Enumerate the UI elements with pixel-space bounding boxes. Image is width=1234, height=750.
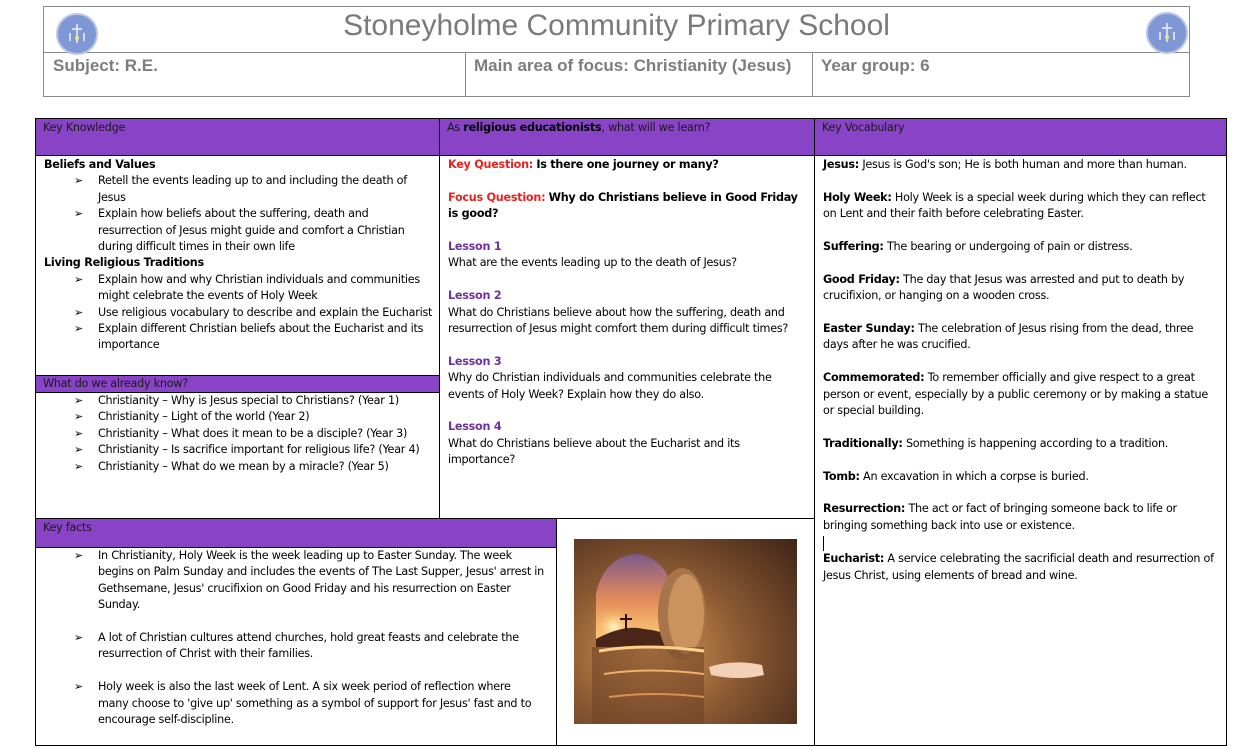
text-cursor	[823, 534, 1221, 551]
focus-label: Main area of focus: Christianity (Jesus)	[474, 56, 792, 75]
divider	[35, 155, 1227, 156]
vocab-item: Suffering: The bearing or undergoing of pain or distress.	[823, 240, 1133, 253]
vocab-item: Resurrection: The act or fact of bringing someone back to life or bringing something back into use or existence.	[823, 502, 1177, 532]
divider	[556, 518, 557, 746]
divider	[814, 118, 815, 746]
key-knowledge-content	[44, 157, 436, 354]
lesson-item: Lesson 4 What do Christians believe about the Eucharist and its importance?	[448, 420, 740, 467]
vocabulary-content	[823, 157, 1221, 584]
vocab-item: Jesus: Jesus is God's son; He is both human and more than human.	[823, 158, 1187, 171]
list-item: ➢ Christianity – Why is Jesus special to Christians? (Year 1)	[44, 393, 438, 409]
focus-question: Focus Question: Why do Christians believe in Good Friday is good?	[448, 190, 798, 221]
arrow-bullet-icon: ➢	[74, 426, 83, 440]
arrow-bullet-icon: ➢	[74, 207, 83, 221]
key-facts-header	[36, 519, 556, 547]
arrow-bullet-icon: ➢	[74, 680, 83, 694]
list-item: ➢ Retell the events leading up to and including the death of Jesus	[74, 174, 407, 204]
vocab-item: Tomb: An excavation in which a corpse is buried.	[823, 469, 1089, 483]
arrow-bullet-icon: ➢	[74, 549, 83, 562]
empty-tomb-image	[574, 539, 797, 724]
vocabulary-header	[815, 119, 1226, 155]
already-know-content	[44, 393, 438, 475]
vocab-item: Traditionally: Something is happening according to a tradition.	[823, 436, 1169, 450]
already-know-header	[36, 376, 439, 392]
list-item: ➢ Explain how beliefs about the suffering, death and resurrection of Jesus might guide and comfort a Christian during difficult times in their own life	[74, 207, 405, 254]
section-title: Beliefs and Values	[44, 158, 156, 171]
vocab-item: Holy Week: Holy Week is a special week during which they can reflect on Lent and their faith before celebrating Easter.	[823, 190, 1206, 221]
arrow-bullet-icon: ➢	[74, 394, 83, 407]
lesson-item: Lesson 3 Why do Christian individuals and communities celebrate the events of Holy Week? Explain how they do also.	[448, 354, 772, 401]
learn-content	[448, 157, 808, 469]
list-item: ➢ Explain different Christian beliefs about the Eucharist and its importance	[74, 322, 424, 352]
list-item: ➢ In Christianity, Holy Week is the week leading up to Easter Sunday. The week begins on Palm Sunday and includes the events of The Last Supper, Jesus' arrest in Gethsemane, Jesus' crucifixion on Good Friday and his resurrection on Easter Sunday.	[74, 549, 545, 612]
vocab-item: Good Friday: The day that Jesus was arrested and put to death by crucifixion, or hanging on a wooden cross.	[823, 272, 1185, 303]
vocab-item: Commemorated: To remember officially and give respect to a great person or event, especially by a public ceremony or by making a statue or special building.	[823, 371, 1208, 418]
arrow-bullet-icon: ➢	[74, 443, 83, 457]
school-title: Stoneyholme Community Primary School	[43, 6, 1190, 53]
section-title: Living Religious Traditions	[44, 256, 204, 270]
list-item: ➢ Christianity – What does it mean to be a disciple? (Year 3)	[44, 426, 438, 442]
list-item: ➢ A lot of Christian cultures attend churches, hold great feasts and celebrate the resurrection of Christ with their families.	[74, 631, 519, 661]
arrow-bullet-icon: ➢	[74, 631, 83, 645]
list-item: ➢ Christianity – Is sacrifice important for religious life? (Year 4)	[44, 442, 438, 458]
key-question: Key Question: Is there one journey or many?	[448, 158, 719, 171]
divider	[439, 118, 440, 519]
already-know-heading: What do we already know?	[43, 377, 188, 390]
list-item: ➢ Holy week is also the last week of Lent. A six week period of reflection where many choose to 'give up' something as a symbol of support for Jesus' fast and to encourage self-discipline.	[74, 680, 532, 727]
arrow-bullet-icon: ➢	[74, 305, 83, 319]
arrow-bullet-icon: ➢	[74, 272, 83, 286]
learn-header	[440, 119, 814, 155]
school-crest-icon	[56, 13, 98, 55]
key-facts-content	[44, 548, 544, 728]
year-group-label: Year group: 6	[821, 56, 930, 75]
vocab-item: Eucharist: A service celebrating the sacrificial death and resurrection of Jesus Christ, using elements of bread and wine.	[823, 552, 1214, 582]
learn-heading: As religious educationists, what will we learn?	[447, 121, 711, 134]
arrow-bullet-icon: ➢	[74, 459, 83, 473]
list-item: ➢ Christianity – Light of the world (Year 2)	[44, 409, 438, 425]
arrow-bullet-icon: ➢	[74, 174, 83, 188]
subject-label: Subject: R.E.	[53, 56, 158, 75]
lesson-item: Lesson 2 What do Christians believe about how the suffering, death and resurrection of Jesus might comfort them during difficult times?	[448, 289, 789, 336]
arrow-bullet-icon: ➢	[74, 322, 83, 336]
lesson-item: Lesson 1 What are the events leading up to the death of Jesus?	[448, 240, 737, 270]
key-knowledge-heading: Key Knowledge	[43, 121, 126, 134]
list-item: ➢ Christianity – What do we mean by a miracle? (Year 5)	[44, 459, 438, 475]
key-knowledge-header	[36, 119, 439, 155]
list-item: ➢ Explain how and why Christian individuals and communities might celebrate the events of Holy Week	[74, 272, 420, 303]
key-facts-heading: Key facts	[43, 521, 92, 534]
vocabulary-heading: Key Vocabulary	[822, 121, 905, 134]
list-item: ➢ Use religious vocabulary to describe and explain the Eucharist	[44, 305, 436, 321]
arrow-bullet-icon: ➢	[74, 410, 83, 424]
school-crest-icon	[1146, 12, 1188, 54]
vocab-item: Easter Sunday: The celebration of Jesus rising from the dead, three days after he was crucified.	[823, 322, 1194, 352]
